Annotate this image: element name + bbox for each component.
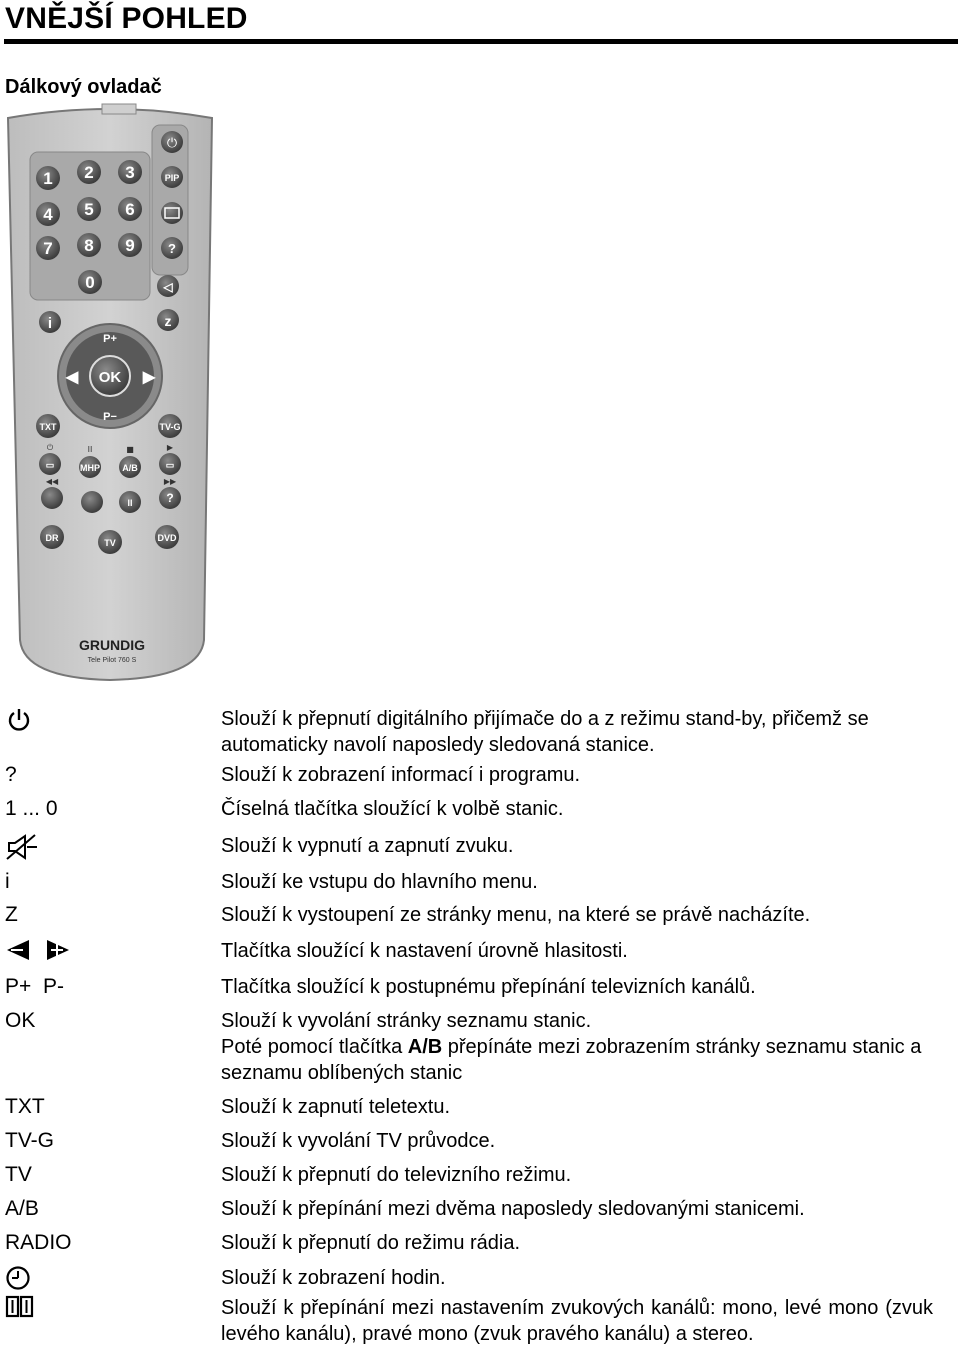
svg-text:▶: ▶ <box>142 369 156 386</box>
svg-text:▶▶: ▶▶ <box>163 477 177 486</box>
svg-text:OK: OK <box>98 369 122 386</box>
svg-text:3: 3 <box>125 163 135 182</box>
legend-desc: Slouží k přepínání mezi nastavením zvukových kanálů: mono, levé mono (zvuk levého kanálu), pravé mono (zvuk pravého kanálu) a stereo. <box>221 1297 933 1345</box>
svg-text:P−: P− <box>103 411 117 423</box>
svg-text:II: II <box>127 498 133 508</box>
legend-desc: Slouží k zobrazení hodin. <box>221 1267 446 1289</box>
legend-key: TV <box>5 1163 32 1186</box>
svg-text:DR: DR <box>45 533 59 543</box>
legend-key: OK <box>5 1009 36 1032</box>
svg-text:◁: ◁ <box>163 280 173 294</box>
svg-text:6: 6 <box>125 200 135 219</box>
clock-icon <box>5 1265 31 1291</box>
svg-text:TXT: TXT <box>39 422 57 432</box>
legend-desc: Slouží ke vstupu do hlavního menu. <box>221 871 538 893</box>
legend-key: TV-G <box>5 1129 55 1152</box>
svg-text:0: 0 <box>85 273 95 292</box>
section-subtitle: Dálkový ovladač <box>5 76 162 98</box>
svg-text:2: 2 <box>84 163 94 182</box>
svg-text:z: z <box>164 313 172 329</box>
legend-desc: Slouží k vystoupení ze stránky menu, na které se právě nacházíte. <box>221 904 811 926</box>
legend-desc: Slouží k zapnutí teletextu. <box>221 1096 451 1118</box>
svg-text:TV-G: TV-G <box>159 422 181 432</box>
remote-control-illustration <box>0 100 230 700</box>
legend-desc: Slouží k vypnutí a zapnutí zvuku. <box>221 835 514 857</box>
svg-text:9: 9 <box>125 236 135 255</box>
audio-channel-icon <box>5 1295 35 1319</box>
svg-text:TV: TV <box>104 538 116 548</box>
legend-desc: Tlačítka sloužící k postupnému přepínání televizních kanálů. <box>221 976 756 998</box>
svg-text:i: i <box>47 315 53 332</box>
legend-key: TXT <box>5 1095 45 1118</box>
legend-desc: Slouží k přepnutí digitálního přijímače do a z režimu stand-by, přičemž se automaticky navolí naposledy sledovaná stanice. <box>221 708 869 756</box>
legend-key: 1 ... 0 <box>5 797 58 820</box>
svg-text:Tele Pilot 760 S: Tele Pilot 760 S <box>87 657 137 664</box>
svg-text:7: 7 <box>43 239 53 258</box>
legend-desc: Tlačítka sloužící k nastavení úrovně hlasitosti. <box>221 940 628 962</box>
svg-text:⏻: ⏻ <box>166 136 178 151</box>
svg-text:PIP: PIP <box>164 173 180 183</box>
svg-text:▶: ▶ <box>166 443 174 452</box>
legend-key: i <box>5 870 10 893</box>
legend-desc-bold: A/B <box>407 1036 443 1058</box>
volume-arrows-icon <box>5 938 71 962</box>
legend-key: RADIO <box>5 1231 72 1254</box>
svg-text:▭: ▭ <box>165 460 175 470</box>
legend-desc: Slouží k přepnutí do televizního režimu. <box>221 1164 572 1186</box>
svg-text:8: 8 <box>84 236 94 255</box>
legend-key: Z <box>5 903 18 926</box>
svg-text:P+: P+ <box>103 333 117 345</box>
svg-text:■: ■ <box>126 445 134 454</box>
svg-text:?: ? <box>168 241 176 256</box>
legend-desc <box>221 1008 933 1086</box>
svg-text:A/B: A/B <box>122 463 138 473</box>
page-title: VNĚJŠÍ POHLED <box>5 2 248 35</box>
legend-desc-part: Poté pomocí tlačítka <box>221 1036 408 1058</box>
legend-desc: Slouží k přepnutí do režimu rádia. <box>221 1232 521 1254</box>
svg-text:◀: ◀ <box>65 369 79 386</box>
svg-text:5: 5 <box>84 200 94 219</box>
legend-key: A/B <box>5 1197 39 1220</box>
title-rule <box>4 39 958 44</box>
legend-desc: Číselná tlačítka sloužící k volbě stanic. <box>221 798 564 820</box>
svg-text:◀◀: ◀◀ <box>45 477 59 486</box>
svg-text:▭: ▭ <box>45 460 55 470</box>
legend-desc: Slouží k přepínání mezi dvěma naposledy sledovanými stanicemi. <box>221 1198 805 1220</box>
legend-desc-line: Slouží k vyvolání stránky seznamu stanic. <box>221 1010 592 1032</box>
svg-text:4: 4 <box>43 205 53 224</box>
legend-desc-line <box>221 1034 933 1086</box>
legend-desc-part: přepínáte mezi zobrazením stránky seznamu stanic a seznamu oblíbených stanic <box>221 1036 922 1084</box>
svg-text:⏻: ⏻ <box>46 443 54 452</box>
svg-text:?: ? <box>166 491 174 505</box>
svg-text:DVD: DVD <box>157 533 177 543</box>
svg-text:1: 1 <box>43 169 53 188</box>
svg-text:II: II <box>87 445 93 454</box>
legend-desc: Slouží k vyvolání TV průvodce. <box>221 1130 496 1152</box>
mute-icon <box>5 833 39 861</box>
power-icon <box>5 706 33 734</box>
brand-logo: GRUNDIG <box>78 637 146 653</box>
legend-desc: Slouží k zobrazení informací i programu. <box>221 764 581 786</box>
svg-text:MHP: MHP <box>80 463 100 473</box>
legend-key: P+ P- <box>5 975 64 998</box>
legend-key: ? <box>5 763 17 786</box>
